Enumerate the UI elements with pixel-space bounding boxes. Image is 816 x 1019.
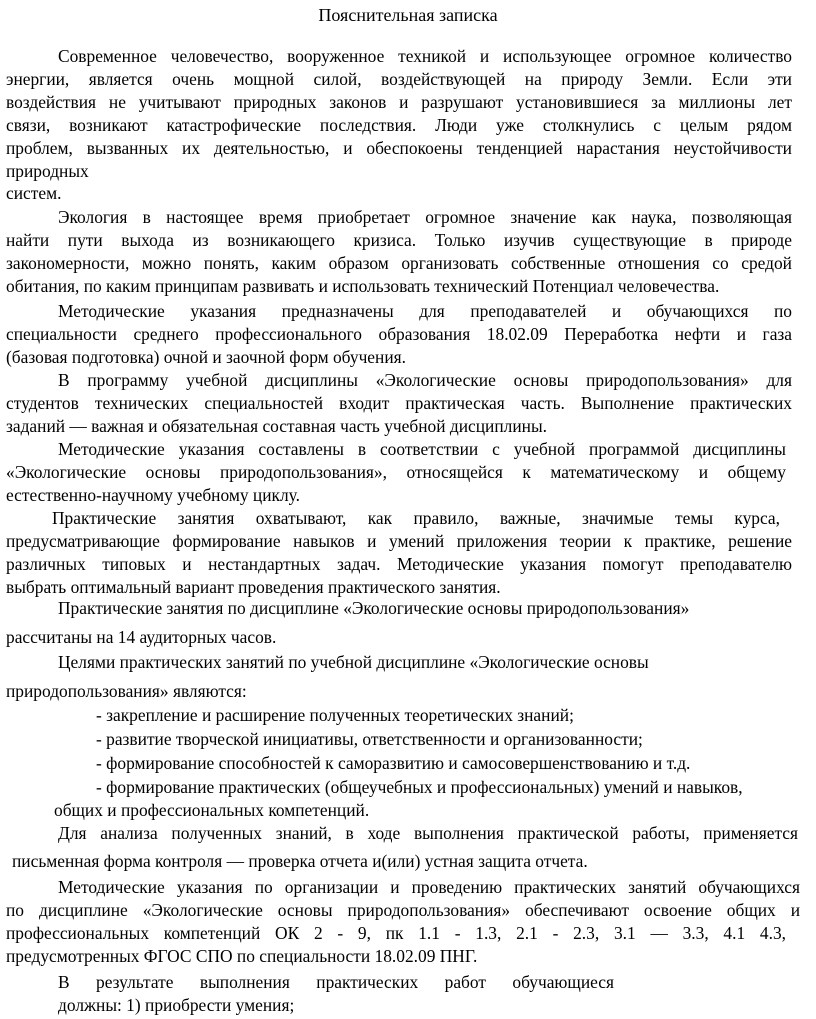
text-line: профессиональных компетенций ОК 2 - 9, пк 1.1 - 1.3, 2.1 - 2.3, 3.1 — 3.3, 4.1 4.3, — [6, 923, 786, 943]
text-line: заданий — важная и обязательная составная часть учебной дисциплины. — [6, 416, 547, 436]
text-line: письменная форма контроля — проверка отчета и(или) устная защита отчета. — [12, 851, 588, 871]
text-line: «Экологические основы природопользования», относящейся к математическому и общему — [6, 462, 786, 482]
text-line: Методические указания составлены в соответствии с учебной программой дисциплины — [58, 439, 786, 459]
text-line: найти пути выхода из возникающего кризиса. Только изучив существующие в природе — [6, 230, 792, 250]
text-line: природных — [6, 161, 89, 181]
text-line: должны: 1) приобрести умения; — [58, 995, 295, 1015]
text-line: по дисциплине «Экологические основы природопользования» обеспечивают освоение общих и — [6, 900, 800, 920]
text-line: Для анализа полученных знаний, в ходе выполнения практической работы, применяется — [58, 823, 798, 843]
text-line: систем. — [6, 183, 62, 203]
text-line: предусматривающие формирование навыков и умений приложения теории к практике, решение — [6, 531, 792, 551]
text-line: обитания, по каким принципам развивать и использовать технический Потенциал человечества. — [6, 276, 720, 296]
bullet-item: - формирование практических (общеучебных и профессиональных) умений и навыков, — [96, 777, 743, 797]
text-line: выбрать оптимальный вариант проведения практического занятия. — [6, 577, 501, 597]
text-line: энергии, является очень мощной силой, воздействующей на природу Земли. Если эти — [6, 69, 792, 89]
text-line: Современное человечество, вооруженное техникой и использующее огромное количество — [58, 46, 792, 66]
text-line: природопользования» являются: — [6, 681, 247, 701]
text-line: предусмотренных ФГОС СПО по специальности 18.02.09 ПНГ. — [6, 946, 478, 966]
text-line: воздействия не учитывают природных законов и разрушают установившиеся за миллионы лет — [6, 92, 792, 112]
text-line: В результате выполнения практических работ обучающиеся — [58, 972, 614, 992]
text-line: (базовая подготовка) очной и заочной форм обучения. — [6, 347, 406, 367]
text-line: Экология в настоящее время приобретает огромное значение как наука, позволяющая — [58, 207, 792, 227]
bullet-item: - закрепление и расширение полученных теоретических знаний; — [96, 705, 574, 725]
text-line: специальности среднего профессионального образования 18.02.09 Переработка нефти и газа — [6, 324, 792, 344]
text-line: В программу учебной дисциплины «Экологические основы природопользования» для — [58, 370, 792, 390]
text-line: различных типовых и нестандартных задач. Методические указания помогут преподавателю — [6, 554, 792, 574]
bullet-item: - развитие творческой инициативы, ответственности и организованности; — [96, 729, 643, 749]
text-line: Целями практических занятий по учебной дисциплине «Экологические основы — [58, 652, 649, 672]
text-line: рассчитаны на 14 аудиторных часов. — [6, 627, 277, 647]
text-line: закономерности, можно понять, каким образом организовать собственные отношения со средой — [6, 253, 792, 273]
bullet-item-continuation: общих и профессиональных компетенций. — [54, 800, 370, 820]
text-line: Методические указания предназначены для преподавателей и обучающихся по — [58, 301, 792, 321]
text-line: студентов технических специальностей входит практическая часть. Выполнение практических — [6, 393, 792, 413]
bullet-item: - формирование способностей к саморазвитию и самосовершенствованию и т.д. — [96, 753, 691, 773]
text-line: проблем, вызванных их деятельностью, и обеспокоены тенденцией нарастания неустойчивости — [6, 138, 792, 158]
text-line: связи, возникают катастрофические последствия. Люди уже столкнулись с целым рядом — [6, 115, 792, 135]
text-line: Практические занятия охватывают, как правило, важные, значимые темы курса, — [52, 508, 780, 528]
text-line: Практические занятия по дисциплине «Экологические основы природопользования» — [58, 598, 690, 618]
document-title: Пояснительная записка — [318, 5, 498, 25]
text-line: Методические указания по организации и проведению практических занятий обучающихся — [58, 877, 800, 897]
text-line: естественно-научному учебному циклу. — [6, 485, 300, 505]
